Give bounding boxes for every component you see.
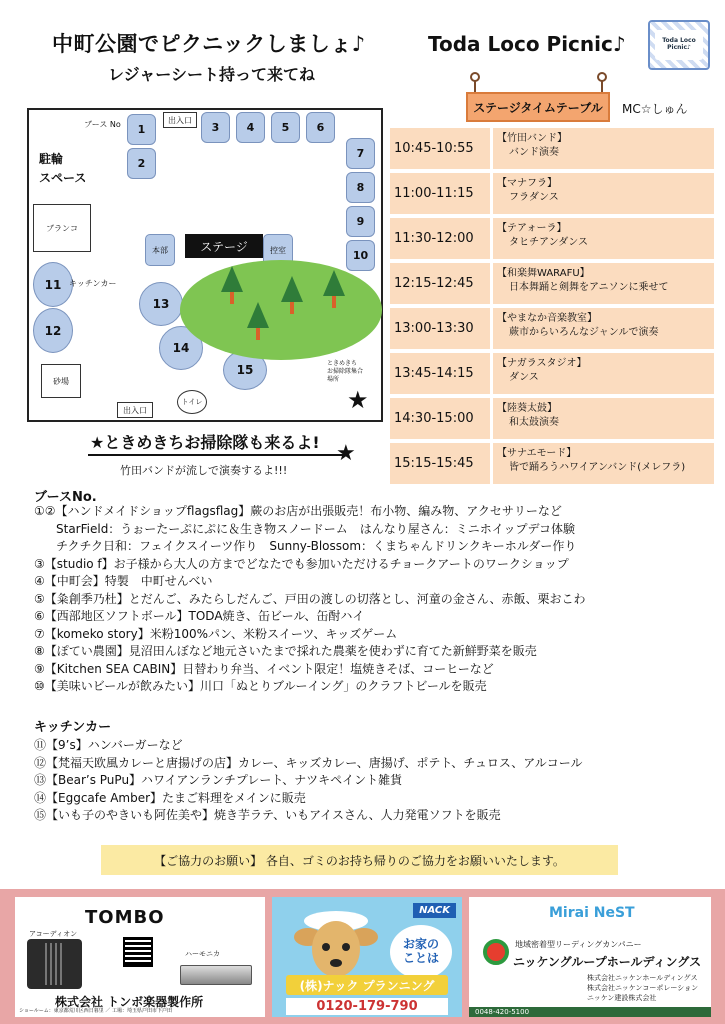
cleanup-headline: ★ときめきちお掃除隊も来るよ! <box>90 433 320 452</box>
venue-map <box>27 108 383 422</box>
timetable-time: 11:30-12:00 <box>390 218 490 259</box>
nikken-sub3: ニッケン建設株式会社 <box>587 994 657 1002</box>
nack-bubble: お家の ことは <box>390 925 452 979</box>
tree-icon <box>323 270 345 296</box>
timetable-act <box>493 263 714 304</box>
kitchen-section-heading: キッチンカー <box>34 720 112 735</box>
timetable-row <box>390 128 714 169</box>
list-item: ⑨【Kitchen SEA CABIN】日替わり弁当、イベント限定！塩焼きそば、コーヒーなど <box>34 661 494 676</box>
kitchen-car-13: 13 <box>139 282 183 326</box>
kitchen-list <box>34 737 714 825</box>
tree-trunk <box>332 296 336 308</box>
notice-banner: 【ご協力のお願い】 各自、ゴミのお持ち帰りのご協力をお願いいたします。 <box>101 845 618 875</box>
timetable-row <box>390 263 714 304</box>
tree-icon <box>281 276 303 302</box>
nack-phone: 0120-179-790 <box>286 998 448 1015</box>
act-name: 【マナフラ】 <box>497 178 557 189</box>
tree-trunk <box>290 302 294 314</box>
booth-7: 7 <box>346 138 375 169</box>
nack-logo: NACK <box>413 903 456 918</box>
booth-section-heading: ブースNo. <box>34 490 97 505</box>
backstage: 控室 <box>263 234 293 266</box>
list-item: StarField：うぉーたーぷにぷに＆生き物スノードーム はんなり屋さん：ミニホイップデコ体験 <box>56 521 575 536</box>
timetable-row <box>390 218 714 259</box>
cleanup-note: 竹田バンドが流しで演奏するよ!!! <box>120 464 288 477</box>
nikken-tagline: 地域密着型リーディングカンパニー <box>515 940 642 949</box>
list-item: ③【studio f】お子様から大人の方までどなたでも参加いただけるチョークアートのワークショップ <box>34 556 569 571</box>
page-title: 中町公園でピクニックしましょ♪ <box>52 32 366 56</box>
harmonica-label: ハーモニカ <box>185 950 220 958</box>
timetable-act <box>493 128 714 169</box>
timetable-row <box>390 398 714 439</box>
timetable-row <box>390 173 714 214</box>
list-item: ⑥【西部地区ソフトボール】TODA焼き、缶ビール、缶酎ハイ <box>34 609 365 623</box>
timetable-act <box>493 218 714 259</box>
cleanup-underline <box>88 454 344 456</box>
accordion-label: アコーディオン <box>29 930 78 938</box>
booth-no-label: ブース No <box>84 120 121 129</box>
nikken-sub1: 株式会社ニッケンホールディングス <box>587 974 698 982</box>
timetable-act <box>493 443 714 484</box>
list-item: ⑪【9’s】ハンバーガーなど <box>34 738 183 752</box>
sponsor-tombo[interactable] <box>15 897 265 1017</box>
sponsor-nack[interactable] <box>272 897 462 1017</box>
cleanup-meeting-point: ときめきち お掃除隊集合 場所 <box>327 360 364 383</box>
event-logo <box>648 20 710 70</box>
timetable-time: 14:30-15:00 <box>390 398 490 439</box>
act-name: 【やまなか音楽教室】 <box>497 313 597 324</box>
kitchen-car-label: キッチンカー <box>69 279 117 288</box>
mc-name: MC☆しゅん <box>622 102 688 116</box>
list-item: ⑦【komeko story】米粉100%パン、米粉スイーツ、キッズゲーム <box>34 626 398 641</box>
list-item: ⑩【美味いビールが飲みたい】川口「ぬとりブルーイング」のクラフトビールを販売 <box>34 679 487 693</box>
list-item: ⑮【いも子のやきいも阿佐美や】焼き芋ラテ、いもアイスさん、人力発電ソフトを販売 <box>34 808 501 822</box>
act-desc: 皆で踊ろうハワイアンバンド(メレフラ) <box>509 461 686 473</box>
act-desc: 日本舞踊と剣舞をアニソンに乗せて <box>509 281 669 293</box>
tree-icon <box>247 302 269 328</box>
timetable-header: ステージタイムテーブル <box>466 92 610 122</box>
list-item: チクチク日和：フェイクスイーツ作り Sunny-Blossom：くまちゃんドリンクキーホルダー作り <box>56 539 577 553</box>
timetable-act <box>493 353 714 394</box>
act-desc: ダンス <box>509 371 539 383</box>
act-name: 【サナエモード】 <box>497 448 577 459</box>
star-icon: ★ <box>347 386 369 414</box>
act-name: 【陸葵太鼓】 <box>497 403 557 414</box>
booth-6: 6 <box>306 112 335 143</box>
tree-icon <box>221 266 243 292</box>
star-icon: ★ <box>336 441 356 466</box>
timetable-time: 12:15-12:45 <box>390 263 490 304</box>
timetable-act <box>493 398 714 439</box>
kitchen-car-15: 15 <box>223 350 267 390</box>
parking-space: 駐輪 スペース <box>39 152 87 186</box>
list-item: ①②【ハンドメイドショップflagsflag】蕨のお店が出張販売！布小物、編み物、アクセサリーなど <box>34 504 562 518</box>
entrance-top: 出入口 <box>163 112 197 128</box>
booth-8: 8 <box>346 172 375 203</box>
act-desc: バンド演奏 <box>509 146 559 158</box>
booth-1: 1 <box>127 114 156 145</box>
timetable-time: 15:15-15:45 <box>390 443 490 484</box>
act-name: 【テアォーラ】 <box>497 223 567 234</box>
act-desc: 和太鼓演奏 <box>509 416 559 428</box>
page-subtitle: レジャーシート持って来てね <box>108 65 315 84</box>
mirai-nest-logo: Mirai NeST <box>549 905 635 921</box>
act-name: 【竹田バンド】 <box>497 133 567 144</box>
stage: ステージ <box>185 234 263 258</box>
tombo-address: ショールーム：東京都荒川区西日暮里 ／ 工場：埼玉県戸田市下戸田 <box>19 1008 172 1014</box>
timetable-row <box>390 353 714 394</box>
tombo-company: 株式会社 トンボ楽器製作所 <box>55 995 204 1009</box>
list-item: ⑧【ぽてい農園】見沼田んぼなど地元さいたまで採れた農薬を使わずに育てた新鮮野菜を販売 <box>34 644 537 658</box>
accordion-icon <box>27 939 82 989</box>
nikken-phone: 0048-420-5100 <box>469 1007 711 1017</box>
tree-trunk <box>256 328 260 340</box>
act-name: 【和楽舞WARAFU】 <box>497 268 590 279</box>
harmonica-icon <box>180 965 252 985</box>
booth-2: 2 <box>127 148 156 179</box>
swing: ブランコ <box>33 204 91 252</box>
list-item: ⑫【梵福天欧風カレーと唐揚げの店】カレー、キッズカレー、唐揚げ、ポテト、チュロス、アルコール <box>34 755 583 770</box>
nikken-company: ニッケングループホールディングス <box>513 955 702 969</box>
toilet: トイレ <box>177 390 207 414</box>
tombo-logo: TOMBO <box>85 907 165 928</box>
list-item: ⑤【粂創季乃杜】とだんご、みたらしだんご、戸田の渡しの切落とし、河童の金さん、赤飯、栗おこわ <box>34 591 586 606</box>
sandbox: 砂場 <box>41 364 81 398</box>
list-item: ④【中町会】特製 中町せんべい <box>34 574 213 588</box>
act-desc: フラダンス <box>509 191 559 203</box>
list-item: ⑭【Eggcafe Amber】たまご料理をメインに販売 <box>34 790 306 805</box>
act-desc: タヒチアンダンス <box>509 236 588 248</box>
kitchen-car-14: 14 <box>159 326 203 370</box>
lawn <box>180 260 382 360</box>
timetable-time: 13:00-13:30 <box>390 308 490 349</box>
booth-list <box>34 503 714 696</box>
timetable-act <box>493 173 714 214</box>
entrance-bottom: 出入口 <box>117 402 153 418</box>
tree-trunk <box>230 292 234 304</box>
sponsor-nikken[interactable] <box>469 897 711 1017</box>
act-name: 【ナガラスタジオ】 <box>497 358 587 369</box>
timetable-act <box>493 308 714 349</box>
event-logo-text: Toda Loco Picnic♪ <box>655 30 703 60</box>
timetable-row <box>390 308 714 349</box>
nikken-logo-icon <box>483 939 509 965</box>
timetable-time: 13:45-14:15 <box>390 353 490 394</box>
nikken-sub2: 株式会社ニッケンコーポレーション <box>587 984 699 992</box>
nack-company: (株)ナック プランニング <box>286 975 448 995</box>
qr-code-icon <box>123 937 153 967</box>
booth-3: 3 <box>201 112 230 143</box>
booth-4: 4 <box>236 112 265 143</box>
booth-10: 10 <box>346 240 375 271</box>
act-desc: 蕨市からいろんなジャンルで演奏 <box>509 326 659 338</box>
timetable-row <box>390 443 714 484</box>
booth-9: 9 <box>346 206 375 237</box>
headquarters: 本部 <box>145 234 175 266</box>
sponsor-footer <box>0 889 725 1024</box>
booth-5: 5 <box>271 112 300 143</box>
kitchen-car-12: 12 <box>33 308 73 353</box>
list-item: ⑬【Bear’s PuPu】ハワイアンランチプレート、ナツキペイント雑貨 <box>34 773 403 787</box>
timetable-time: 10:45-10:55 <box>390 128 490 169</box>
timetable <box>390 128 714 488</box>
kitchen-car-11: 11 <box>33 262 73 307</box>
timetable-time: 11:00-11:15 <box>390 173 490 214</box>
event-name: Toda Loco Picnic♪ <box>428 32 626 56</box>
